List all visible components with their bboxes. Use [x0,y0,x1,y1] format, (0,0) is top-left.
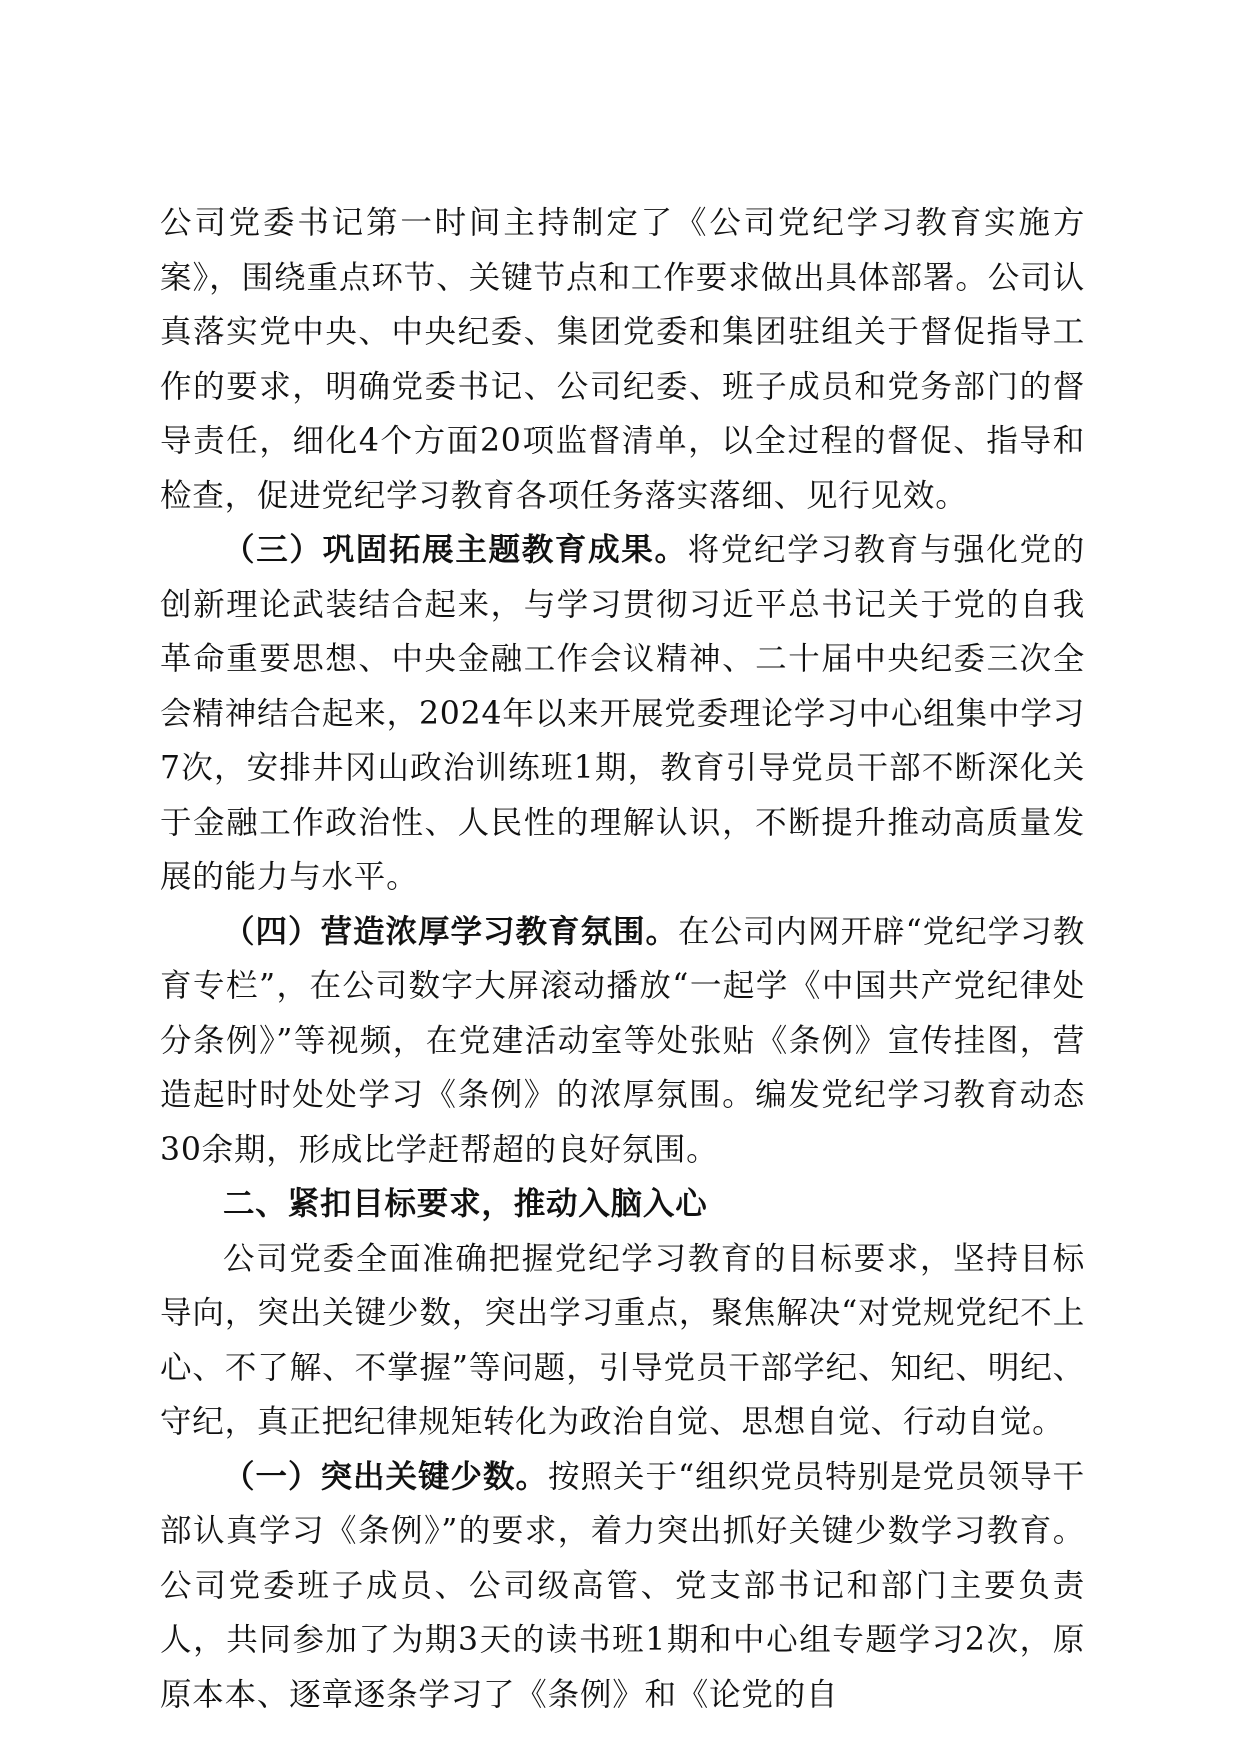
subheading-key-minority: （一）突出关键少数。 [223,1458,549,1495]
paragraph-learning-atmosphere-body: 在公司内网开辟“党纪学习教育专栏”，在公司数字大屏滚动播放“一起学《中国共产党纪律处分条例》”等视频，在党建活动室等处张贴《条例》宣传挂图，营造起时时处处学习《条例》的浓厚氛围。编发党纪学习教育动态30余期，形成比学赶帮超的良好氛围。 [160,913,1085,1168]
subheading-learning-atmosphere: （四）营造浓厚学习教育氛围。 [223,913,679,950]
paragraph-consolidate-results [160,523,1085,905]
paragraph-section-two-intro: 公司党委全面准确把握党纪学习教育的目标要求，坚持目标导向，突出关键少数，突出学习重点，聚焦解决“对党规党纪不上心、不了解、不掌握”等问题，引导党员干部学纪、知纪、明纪、守纪，真正把纪律规矩转化为政治自觉、思想自觉、行动自觉。 [160,1240,1085,1440]
paragraph-key-minority-body: 按照关于“组织党员特别是党员领导干部认真学习《条例》”的要求，着力突出抓好关键少数学习教育。公司党委班子成员、公司级高管、党支部书记和部门主要负责人，共同参加了为期3天的读书班1期和中心组专题学习2次，原原本本、逐章逐条学习了《条例》和《论党的自 [160,1458,1085,1713]
paragraph-key-minority [160,1450,1085,1723]
subheading-consolidate-results: （三）巩固拓展主题教育成果。 [223,532,688,568]
paragraph-continued: 公司党委书记第一时间主持制定了《公司党纪学习教育实施方案》，围绕重点环节、关键节点和工作要求做出具体部署。公司认真落实党中央、中央纪委、集团党委和集团驻组关于督促指导工作的要求，明确党委书记、公司纪委、班子成员和党务部门的督导责任，细化4个方面20项监督清单，以全过程的督促、指导和检查，促进党纪学习教育各项任务落实落细、见行见效。 [160,205,1085,514]
paragraph-consolidate-results-body: 将党纪学习教育与强化党的创新理论武装结合起来，与学习贯彻习近平总书记关于党的自我革命重要思想、中央金融工作会议精神、二十届中央纪委三次全会精神结合起来，2024年以来开展党委理论学习中心组集中学习7次，安排井冈山政治训练班1期，教育引导党员干部不断深化关于金融工作政治性、人民性的理解认识，不断提升推动高质量发展的能力与水平。 [160,532,1086,895]
section-heading-two: 二、紧扣目标要求，推动入脑入心 [223,1186,708,1222]
document-body [160,196,1085,1722]
paragraph-learning-atmosphere [160,905,1085,1178]
